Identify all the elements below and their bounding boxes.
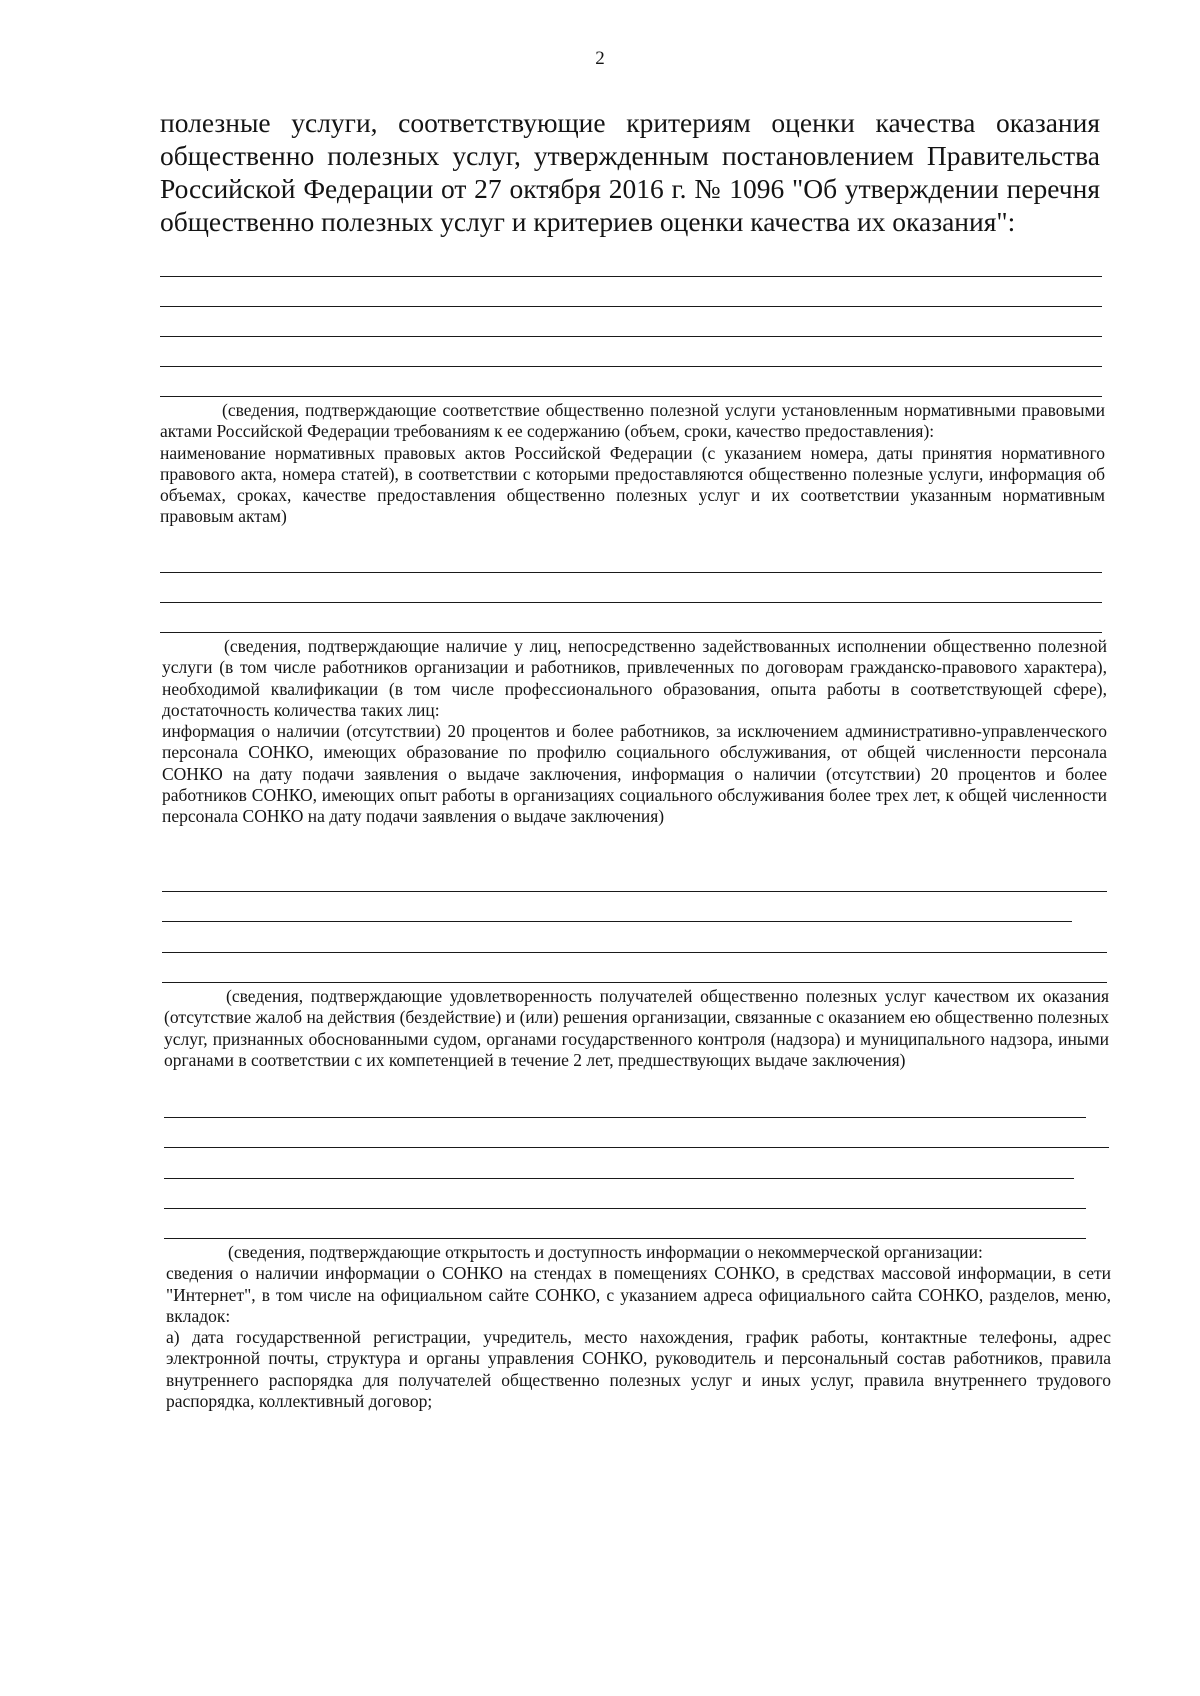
fill-in-line (160, 276, 1102, 277)
caption-body: наименование нормативных правовых актов Российской Федерации (с указанием номера, даты принятия нормативного правового акта, номера статей), в соответствии с которыми предоставляются общественно полезные услуги, информация об объемах, сроках, качестве предоставления общественно полезных услуг и их соответствии указанным нормативным правовым актам) (160, 442, 1105, 527)
fill-in-line (162, 982, 1107, 983)
caption-body: информация о наличии (отсутствии) 20 процентов и более работников, за исключением административно-управленческого персонала СОНКО, имеющих образование по профилю социального обслуживания, от общей численности персонала СОНКО на дату подачи заявления о выдаче заключения, информация о наличии (отсутствии) 20 процентов и более работников СОНКО, имеющих опыт работы в организациях социального обслуживания более трех лет, к общей численности персонала СОНКО на дату подачи заявления о выдаче заключения) (162, 721, 1107, 827)
fill-in-line (160, 632, 1102, 633)
caption-staff-qualification (162, 636, 1107, 828)
fill-in-line (160, 366, 1102, 367)
fill-in-line (162, 952, 1107, 953)
caption-heading: (сведения, подтверждающие удовлетворенность получателей общественно полезных услуг качеством их оказания (отсутствие жалоб на действия (бездействие) и (или) решения организации, связанные с оказанием ею общественно полезных услуг, признанных обоснованными судом, органами государственного контроля (надзора) и муниципального надзора, иными органами в соответствии с их компетенцией в течение 2 лет, предшествующих выдаче заключения) (164, 986, 1109, 1070)
fill-in-line (160, 306, 1102, 307)
fill-in-line (160, 602, 1102, 603)
page-number: 2 (595, 48, 605, 69)
caption-heading: (сведения, подтверждающие открытость и доступность информации о некоммерческой организации: (228, 1242, 983, 1262)
intro-paragraph: полезные услуги, соответствующие критериям оценки качества оказания общественно полезных услуг, утвержденным постановлением Правительства Российской Федерации от 27 октября 2016 г. № 1096 "Об утверждении перечня общественно полезных услуг и критериев оценки качества их оказания": (160, 107, 1100, 237)
fill-in-line (160, 396, 1102, 397)
fill-in-line (160, 572, 1102, 573)
fill-in-line (164, 1238, 1086, 1239)
fill-in-line (160, 336, 1102, 337)
fill-in-line (164, 1178, 1074, 1179)
caption-body: сведения о наличии информации о СОНКО на стендах в помещениях СОНКО, в средствах массовой информации, в сети "Интернет", в том числе на официальном сайте СОНКО, с указанием адреса официального сайта СОНКО, разделов, меню, вкладок: (166, 1263, 1111, 1326)
caption-list-item-a: а) дата государственной регистрации, учредитель, место нахождения, график работы, контактные телефоны, адрес электронной почты, структура и органы управления СОНКО, руководитель и персональный состав работников, правила внутреннего распорядка для получателей общественно полезных услуг и иных услуг, правила внутреннего трудового распорядка, коллективный договор; (166, 1327, 1111, 1412)
caption-heading: (сведения, подтверждающие соответствие общественно полезной услуги установленным нормативными правовыми актами Российской Федерации требованиям к ее содержанию (объем, сроки, качество предоставления): (160, 400, 1105, 442)
fill-in-line (164, 1208, 1086, 1209)
caption-recipient-satisfaction (164, 986, 1109, 1071)
fill-in-line (162, 921, 1072, 922)
caption-heading: (сведения, подтверждающие наличие у лиц, непосредственно задействованных исполнении общественно полезной услуги (в том числе работников организации и работников, привлеченных по договорам гражданско-правового характера), необходимой квалификации (в том числе профессионального образования, опыта работы в соответствующей сфере), достаточность количества таких лиц: (162, 636, 1107, 720)
caption-service-compliance (160, 400, 1105, 528)
fill-in-line (164, 1117, 1086, 1118)
caption-information-openness (166, 1242, 1111, 1412)
fill-in-line (164, 1147, 1109, 1148)
fill-in-line (162, 891, 1107, 892)
